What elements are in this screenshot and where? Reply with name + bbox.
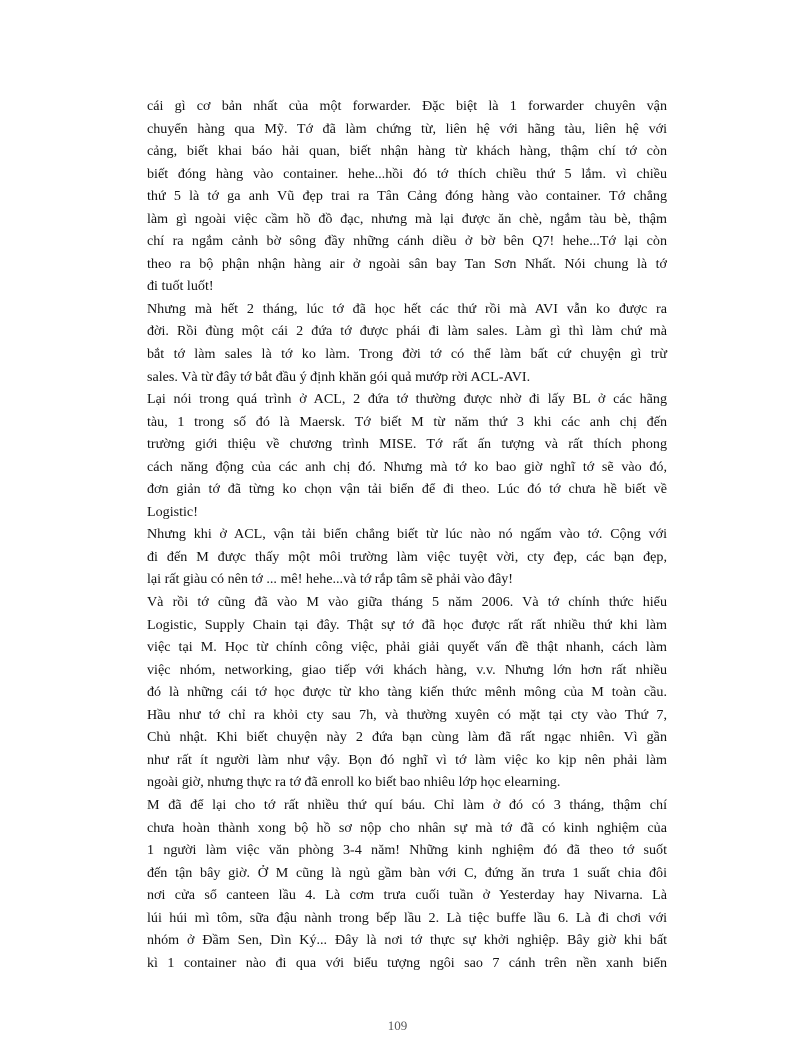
text-line: chuyển hàng qua Mỹ. Tớ đã làm chứng từ, liên hệ với hãng tàu, liên hệ với: [147, 120, 667, 137]
text-line: làm gì ngoài việc cầm hồ đồ đạc, nhưng mà lại được ăn chè, ngắm tàu bè, thậm: [147, 210, 667, 227]
text-line: lúi húi mì tôm, sữa đậu nành trong bếp lầu 2. Là tiệc buffe lầu 6. Là đi chơi với: [147, 909, 667, 926]
text-line: Và rồi tớ cũng đã vào M vào giữa tháng 5 năm 2006. Và tớ chính thức hiểu: [147, 594, 667, 611]
text-line: kì 1 container nào đi qua với biểu tượng ngôi sao 7 cánh trên nền xanh biển: [147, 954, 667, 971]
text-line: việc tại M. Học từ chính công việc, phải giải quyết vấn đề thật nhanh, cách làm: [147, 639, 667, 656]
text-line: bắt tớ làm sales là tớ ko làm. Trong đời tớ có thể làm bất cứ chuyện gì trừ: [147, 346, 667, 363]
text-line: chí ra ngắm cảnh bờ sông đầy những cánh diều ở bờ bên Q7! hehe...Tớ lại còn: [147, 233, 667, 250]
text-line: lại rất giàu có nên tớ ... mê! hehe...và tớ rắp tâm sẽ phải vào đây!: [147, 571, 513, 588]
page-body: [147, 95, 667, 974]
text-line: sales. Và từ đây tớ bắt đầu ý định khăn gói quả mướp rời ACL-AVI.: [147, 368, 531, 385]
text-line: ngoài giờ, nhưng thực ra tớ đã enroll ko biết bao nhiêu lớp học elearning.: [147, 774, 561, 791]
text-line: đời. Rồi đùng một cái 2 đứa tớ được phái đi làm sales. Làm gì thì làm chứ mà: [147, 323, 667, 340]
page-number: 109: [387, 1018, 408, 1033]
text-line: cái gì cơ bản nhất của một forwarder. Đặc biệt là 1 forwarder chuyên vận: [147, 98, 667, 114]
text-line: chưa hoàn thành xong bộ hồ sơ nộp cho nhân sự mà tớ đã có kinh nghiệm của: [147, 819, 667, 836]
text-line: Nhưng mà hết 2 tháng, lúc tớ đã học hết các thứ rồi mà AVI vẫn ko được ra: [147, 300, 667, 317]
text-line: 1 người làm việc văn phòng 3-4 năm! Những kinh nghiệm đó đã theo tớ suốt: [147, 842, 667, 859]
text-line: Nhưng khi ở ACL, vận tải biển chẳng biết từ lúc nào nó ngấm vào tớ. Cộng với: [147, 526, 667, 543]
text-line: việc nhóm, networking, giao tiếp với khách hàng, v.v. Nhưng lớn hơn rất nhiều: [147, 661, 667, 678]
text-line: như rất ít người làm như vậy. Bọn đó nghĩ vì tớ làm việc ko kịp nên phải làm: [147, 751, 667, 768]
text-line: biết đóng hàng vào container. hehe...hồi đó tớ thích chiều thứ 5 lắm. vì chiều: [147, 165, 667, 182]
text-line: cảng, biết khai báo hải quan, biết nhận hàng từ khách hàng, thậm chí tớ còn: [147, 143, 667, 160]
text-line: Logistic, Supply Chain tại đây. Thật sự tớ đã học được rất rất nhiều thứ khi làm: [147, 616, 667, 633]
text-line: Chủ nhật. Khi biết chuyện này 2 đứa bạn cùng làm đã rất ngạc nhiên. Vì gần: [147, 729, 667, 746]
text-line: đi đến M được thấy một môi trường làm việc tuyệt vời, cty đẹp, các bạn đẹp,: [147, 548, 667, 565]
text-line: Logistic!: [147, 503, 198, 520]
text-line: cách năng động của các anh chị đó. Nhưng mà tớ ko bao giờ nghĩ tớ sẽ vào đó,: [147, 458, 667, 475]
text-line: đi tuốt luốt!: [147, 278, 214, 295]
text-line: nhóm ở Đầm Sen, Dìn Ký... Đây là nơi tớ thực sự khởi nghiệp. Bây giờ khi bất: [147, 932, 667, 949]
text-line: trường giới thiệu về chương trình MISE. Tớ rất ấn tượng và rất thích phong: [147, 436, 667, 453]
text-line: đơn giản tớ đã từng ko chọn vận tải biển để đi theo. Lúc đó tớ chưa hề biết về: [147, 481, 667, 498]
text-line: M đã để lại cho tớ rất nhiều thứ quí báu. Chỉ làm ở đó có 3 tháng, thậm chí: [147, 796, 667, 813]
text-line: nơi cửa sổ canteen lầu 4. Là cơm trưa cuối tuần ở Yesterday hay Nivarna. Là: [147, 887, 667, 904]
text-line: tàu, 1 trong số đó là Maersk. Tớ biết M từ năm thứ 3 khi các anh chị đến: [147, 413, 667, 430]
text-line: đó là những cái tớ học được từ kho tàng kiến thức mênh mông của M toàn cầu.: [147, 684, 667, 701]
text-line: Lại nói trong quá trình ở ACL, 2 đứa tớ thường được nhờ đi lấy BL ở các hãng: [147, 391, 667, 408]
text-line: thứ 5 là tớ ga anh Vũ đẹp trai ra Tân Cảng đóng hàng vào container. Tớ chẳng: [147, 188, 667, 205]
text-line: đến tận bây giờ. Ở M cũng là ngủ gầm bàn với C, đứng ăn trưa 1 suất chia đôi: [147, 864, 667, 881]
text-line: theo ra bộ phận nhận hàng air ở ngoài sân bay Tan Sơn Nhất. Nói chung là tớ: [147, 255, 667, 272]
text-line: Hầu như tớ chỉ ra khỏi cty sau 7h, và thường xuyên có mặt tại cty vào Thứ 7,: [147, 706, 667, 723]
